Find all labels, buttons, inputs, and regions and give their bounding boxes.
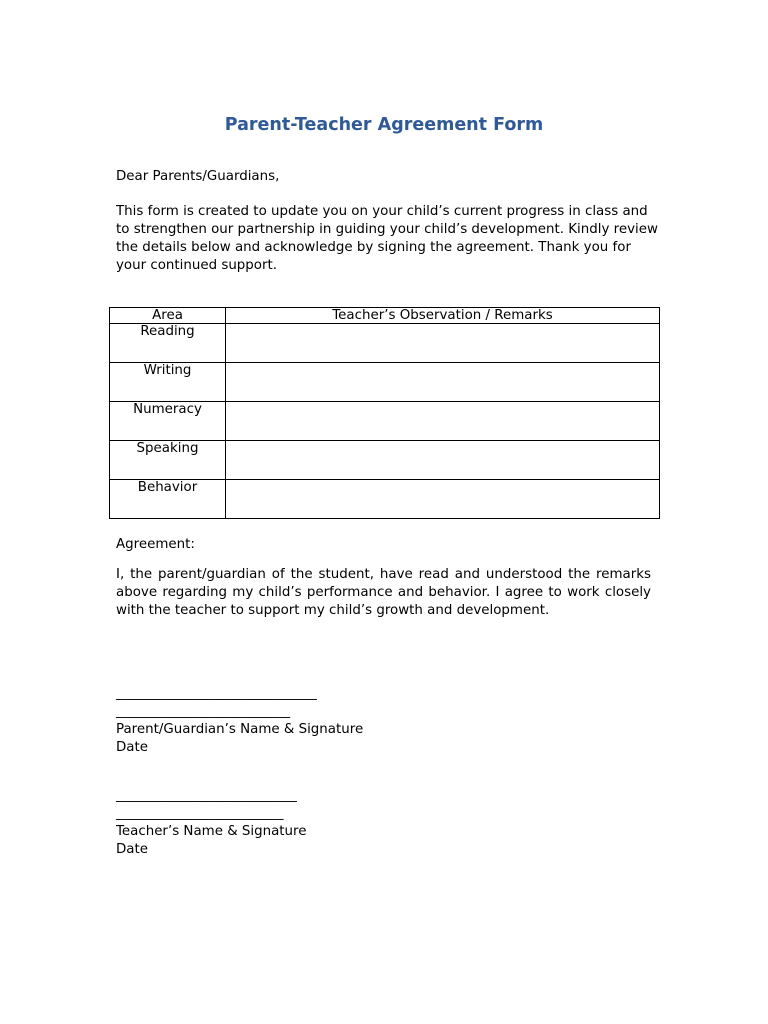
area-cell: Writing xyxy=(110,363,226,402)
table-header-row xyxy=(110,308,660,324)
parent-signature-label: Parent/Guardian’s Name & Signature xyxy=(116,722,364,737)
header-remarks: Teacher’s Observation / Remarks xyxy=(226,308,660,324)
teacher-signature-line[interactable]: ___________________________ xyxy=(116,788,297,803)
remarks-cell[interactable] xyxy=(226,441,660,480)
remarks-cell[interactable] xyxy=(226,402,660,441)
remarks-cell[interactable] xyxy=(226,324,660,363)
area-cell: Speaking xyxy=(110,441,226,480)
area-cell: Numeracy xyxy=(110,402,226,441)
salutation: Dear Parents/Guardians, xyxy=(116,169,280,184)
table-row xyxy=(110,441,660,480)
parent-date-label: Date xyxy=(116,740,149,755)
header-area: Area xyxy=(110,308,226,324)
agreement-text: I, the parent/guardian of the student, have read and understood the remarks above regarding my child’s performance and behavior. I agree to work closely with the teacher to support my child’s growth and development. xyxy=(116,567,651,618)
teacher-signature-label: Teacher’s Name & Signature xyxy=(116,824,307,839)
table-row xyxy=(110,324,660,363)
remarks-table xyxy=(109,307,660,519)
area-cell: Reading xyxy=(110,324,226,363)
teacher-date-line[interactable]: _________________________ xyxy=(116,806,284,821)
teacher-signature-block xyxy=(116,787,307,859)
intro-paragraph: This form is created to update you on your child’s current progress in class and to strengthen our partnership in guiding your child’s development. Kindly review the details below and acknowledge by signing the agreement. Thank you for your continued support. xyxy=(116,204,658,273)
parent-signature-line[interactable]: ______________________________ xyxy=(116,686,317,701)
area-cell: Behavior xyxy=(110,480,226,519)
parent-signature-block xyxy=(116,685,363,757)
table-row xyxy=(110,402,660,441)
agreement-label: Agreement: xyxy=(116,537,195,552)
page-title: Parent-Teacher Agreement Form xyxy=(224,115,544,135)
table-row xyxy=(110,480,660,519)
table-row xyxy=(110,363,660,402)
parent-date-line[interactable]: __________________________ xyxy=(116,704,291,719)
remarks-cell[interactable] xyxy=(226,363,660,402)
remarks-cell[interactable] xyxy=(226,480,660,519)
teacher-date-label: Date xyxy=(116,842,149,857)
